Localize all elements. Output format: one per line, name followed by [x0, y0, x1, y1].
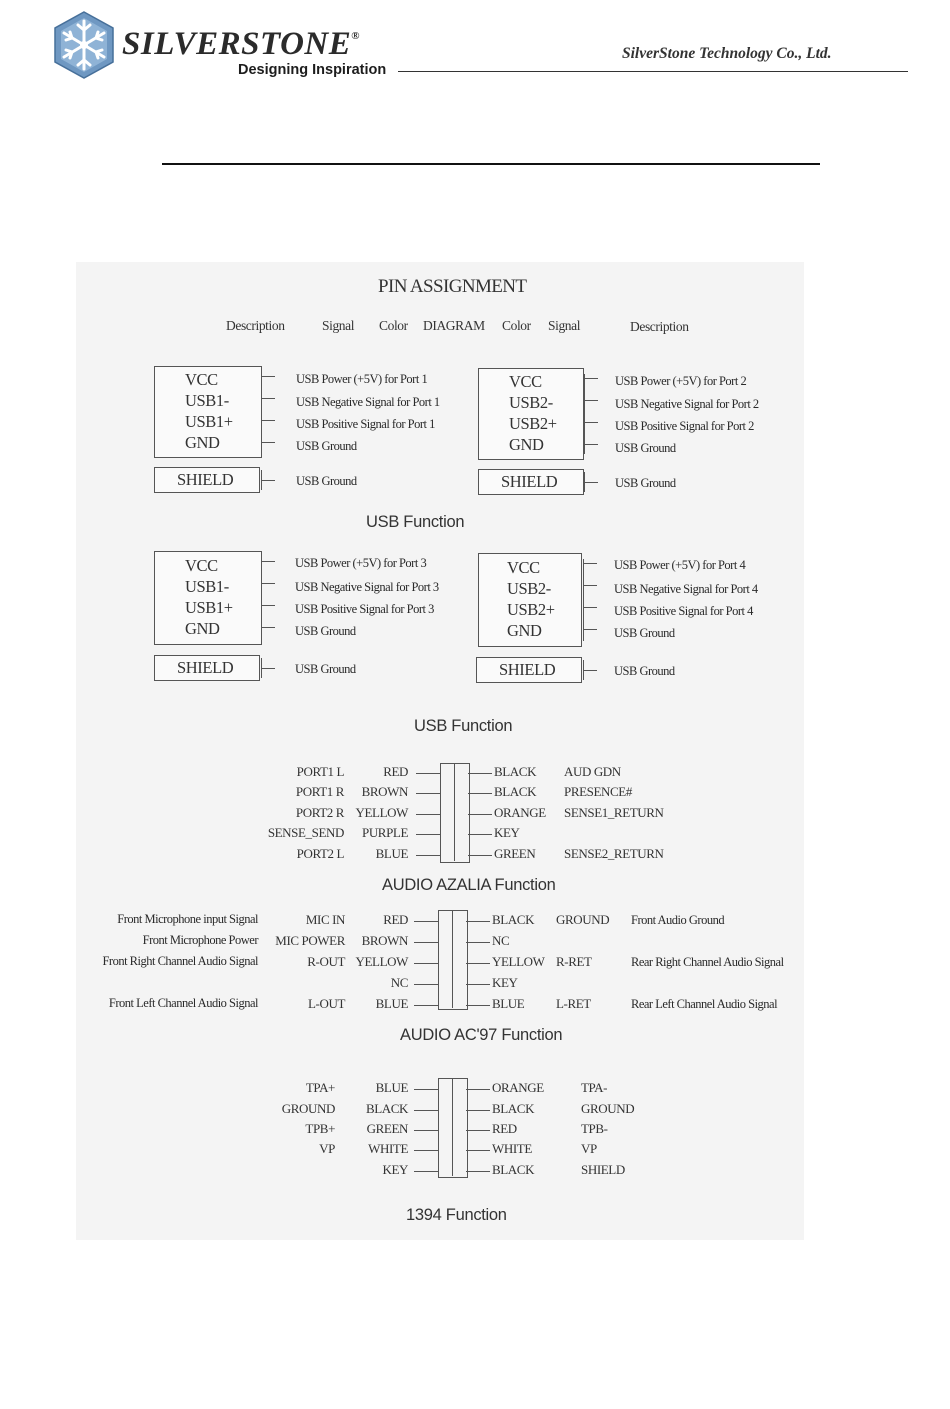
pin-tick: [414, 984, 438, 985]
signal-label: R-OUT: [307, 954, 345, 969]
pin-tick: [414, 1110, 438, 1111]
shield-box: [154, 655, 260, 681]
pin-description: USB Ground: [296, 439, 357, 453]
wire-color: BLACK: [494, 784, 537, 799]
pin-description: Rear Left Channel Audio Signal: [631, 997, 778, 1011]
wire-color: BROWN: [361, 784, 408, 799]
section-label: 1394 Function: [406, 1206, 507, 1224]
pin-description: USB Power (+5V) for Port 3: [295, 556, 427, 570]
pin-tick: [583, 563, 597, 564]
signal-label: USB2+: [509, 414, 557, 433]
wire-color: PURPLE: [361, 825, 408, 840]
pin-tick: [414, 1130, 438, 1131]
pin-description: Rear Right Channel Audio Signal: [631, 955, 784, 969]
pin-tick: [583, 585, 597, 586]
pin-tick: [261, 583, 275, 584]
wire-color: BLACK: [365, 1101, 408, 1116]
signal-label: PORT2 R: [295, 805, 344, 820]
pin-description: USB Ground: [615, 441, 676, 455]
usb-connector-port1: [154, 366, 262, 458]
pin-description: USB Positive Signal for Port 1: [296, 417, 435, 431]
pin-description: USB Negative Signal for Port 2: [615, 397, 759, 411]
col-header-signal-right: Signal: [548, 318, 581, 333]
pin-tick: [583, 607, 597, 608]
pin-tick: [466, 921, 490, 922]
pin-tick: [466, 1110, 490, 1111]
pin-tick: [584, 400, 598, 401]
pin-description: Front Microphone Power: [142, 933, 258, 947]
signal-label: MIC POWER: [275, 933, 345, 948]
pin-description: USB Power (+5V) for Port 2: [615, 374, 747, 388]
signal-label: PORT1 R: [295, 784, 344, 799]
pin-description: USB Ground: [614, 664, 675, 678]
pin-description: USB Power (+5V) for Port 4: [614, 558, 746, 572]
pin-tick: [466, 1130, 490, 1131]
pin-tick: [261, 605, 275, 606]
wire-color: BLUE: [375, 1080, 408, 1095]
wire-color: WHITE: [492, 1141, 532, 1156]
pin-tick: [584, 378, 598, 379]
col-header-color-right: Color: [502, 318, 531, 333]
tagline: Designing Inspiration: [238, 62, 387, 78]
shield-box: [478, 469, 584, 495]
signal-label: SHIELD: [581, 1162, 625, 1177]
pin-rail: [261, 372, 262, 452]
pin-rail: [584, 374, 585, 454]
shield-label: SHIELD: [501, 472, 558, 491]
header-rule: [398, 71, 908, 72]
pin-description: Front Microphone input Signal: [117, 912, 258, 926]
signal-label: USB1-: [185, 577, 229, 596]
signal-label: SENSE_SEND: [267, 825, 344, 840]
signal-label: PORT2 L: [296, 846, 344, 861]
usb-connector-port4: [478, 553, 582, 647]
pin-tick: [468, 855, 492, 856]
shield-box: [476, 657, 582, 683]
signal-label: PORT1 L: [296, 764, 344, 779]
section-label: AUDIO AZALIA Function: [382, 876, 556, 894]
pin-tick: [466, 1089, 490, 1090]
pin-tick: [584, 482, 598, 483]
signal-label: GND: [509, 435, 544, 454]
pin-description: USB Power (+5V) for Port 1: [296, 372, 428, 386]
pin-tick: [261, 376, 275, 377]
wire-color: BLUE: [375, 996, 408, 1011]
wire-color: BLACK: [492, 1162, 535, 1177]
wire-color: RED: [492, 1121, 517, 1136]
pin-tick: [466, 1171, 490, 1172]
pin-tick: [414, 1171, 438, 1172]
col-header-description-right: Description: [630, 319, 689, 334]
wire-color: YELLOW: [355, 805, 408, 820]
section-label: USB Function: [366, 513, 465, 531]
wire-color: BROWN: [361, 933, 408, 948]
wire-color: ORANGE: [492, 1080, 544, 1095]
signal-label: VCC: [185, 370, 218, 389]
wire-color: YELLOW: [355, 954, 408, 969]
pin-description: Front Right Channel Audio Signal: [102, 954, 258, 968]
signal-label: TPB+: [305, 1121, 335, 1136]
pin-tick: [466, 963, 490, 964]
signal-label: L-OUT: [308, 996, 345, 1011]
pin-description: USB Negative Signal for Port 4: [614, 582, 758, 596]
pin-description: USB Positive Signal for Port 3: [295, 602, 434, 616]
pin-tick: [261, 442, 275, 443]
pin-description: USB Positive Signal for Port 2: [615, 419, 754, 433]
signal-label: L-RET: [556, 996, 591, 1011]
wire-color: WHITE: [368, 1141, 408, 1156]
signal-label: AUD GDN: [564, 764, 621, 779]
pin-tick: [414, 963, 438, 964]
pin-tick: [261, 627, 275, 628]
pin-tick: [416, 793, 440, 794]
pin-description: Front Audio Ground: [631, 913, 725, 927]
usb-connector-port2: [478, 368, 584, 460]
signal-label: USB1+: [185, 598, 233, 617]
signal-label: USB2-: [507, 579, 551, 598]
pin-tick: [416, 773, 440, 774]
signal-label: R-RET: [556, 954, 592, 969]
wire-color: NC: [390, 975, 408, 990]
pin-tick: [466, 1150, 490, 1151]
wire-color: YELLOW: [492, 954, 545, 969]
pin-tick: [468, 773, 492, 774]
pin-tick: [416, 834, 440, 835]
pin-tick: [466, 984, 490, 985]
pin-description: USB Positive Signal for Port 4: [614, 604, 753, 618]
shield-label: SHIELD: [499, 660, 556, 679]
pin-tick: [261, 398, 275, 399]
pin-tick: [584, 444, 598, 445]
signal-label: GROUND: [581, 1101, 635, 1116]
pin-description: USB Ground: [614, 626, 675, 640]
col-header-diagram: DIAGRAM: [423, 318, 485, 333]
pin-tick: [416, 814, 440, 815]
col-header-description-left: Description: [226, 318, 285, 333]
wire-color: BLACK: [494, 764, 537, 779]
signal-label: VP: [319, 1141, 335, 1156]
signal-label: USB2+: [507, 600, 555, 619]
section-label: USB Function: [414, 717, 513, 735]
shield-box: [154, 467, 260, 493]
signal-label: VCC: [507, 558, 540, 577]
pin-tick: [468, 834, 492, 835]
shield-label: SHIELD: [177, 470, 234, 489]
pin-tick: [583, 629, 597, 630]
wire-color: BLACK: [492, 1101, 535, 1116]
pin-tick: [416, 855, 440, 856]
pin-tick: [468, 814, 492, 815]
wire-color: NC: [492, 933, 510, 948]
usb-connector-port3: [154, 551, 262, 645]
signal-label: GROUND: [556, 912, 610, 927]
wire-color: GREEN: [494, 846, 536, 861]
signal-label: GND: [185, 433, 220, 452]
signal-label: MIC IN: [305, 912, 345, 927]
signal-label: GROUND: [281, 1101, 335, 1116]
pin-tick: [583, 670, 597, 671]
pin-description: USB Negative Signal for Port 1: [296, 395, 440, 409]
pin-tick: [414, 1005, 438, 1006]
signal-label: TPA-: [581, 1080, 608, 1095]
pin-tick: [468, 793, 492, 794]
shield-label: SHIELD: [177, 658, 234, 677]
signal-label: PRESENCE#: [564, 784, 632, 799]
pin-tick: [261, 668, 275, 669]
signal-label: USB1-: [185, 391, 229, 410]
signal-label: TPA+: [305, 1080, 335, 1095]
wire-color: BLUE: [375, 846, 408, 861]
col-header-signal-left: Signal: [322, 318, 355, 333]
signal-label: USB1+: [185, 412, 233, 431]
pin-tick: [261, 561, 275, 562]
title-rule: [162, 163, 820, 165]
signal-label: VCC: [185, 556, 218, 575]
connector-divider: [452, 1078, 453, 1176]
pin-description: USB Ground: [295, 624, 356, 638]
pin-description: Front Left Channel Audio Signal: [108, 996, 258, 1010]
pin-tick: [414, 942, 438, 943]
pin-description: USB Ground: [295, 662, 356, 676]
signal-label: SENSE2_RETURN: [564, 846, 664, 861]
connector-divider: [454, 763, 455, 861]
pin-tick: [414, 1150, 438, 1151]
pin-description: USB Ground: [615, 476, 676, 490]
wire-color: BLUE: [492, 996, 525, 1011]
col-header-color-left: Color: [379, 318, 408, 333]
pin-tick: [466, 1005, 490, 1006]
wire-color: RED: [383, 764, 408, 779]
signal-label: SENSE1_RETURN: [564, 805, 664, 820]
pin-tick: [261, 420, 275, 421]
wire-color: GREEN: [366, 1121, 408, 1136]
pin-description: USB Negative Signal for Port 3: [295, 580, 439, 594]
signal-label: VP: [581, 1141, 597, 1156]
pin-assignment-figure: [76, 262, 804, 1240]
registered-mark: ®: [351, 30, 360, 42]
wire-color: BLACK: [492, 912, 535, 927]
wire-color: KEY: [494, 825, 520, 840]
pin-tick: [261, 480, 275, 481]
signal-label: GND: [507, 621, 542, 640]
brand-text: SILVERSTONE: [122, 26, 352, 62]
pin-tick: [414, 921, 438, 922]
pin-tick: [414, 1089, 438, 1090]
company-name: SilverStone Technology Co., Ltd.: [622, 45, 832, 62]
signal-label: VCC: [509, 372, 542, 391]
pin-tick: [584, 422, 598, 423]
signal-label: GND: [185, 619, 220, 638]
section-label: AUDIO AC'97 Function: [400, 1026, 563, 1044]
wire-color: KEY: [382, 1162, 408, 1177]
connector-divider: [452, 910, 453, 1008]
pin-description: USB Ground: [296, 474, 357, 488]
figure-title: PIN ASSIGNMENT: [378, 276, 527, 297]
brand-name: [122, 26, 360, 63]
wire-color: RED: [383, 912, 408, 927]
signal-label: USB2-: [509, 393, 553, 412]
wire-color: KEY: [492, 975, 518, 990]
snowflake-logo-icon: [52, 10, 116, 80]
wire-color: ORANGE: [494, 805, 546, 820]
pin-tick: [466, 942, 490, 943]
signal-label: TPB-: [581, 1121, 608, 1136]
